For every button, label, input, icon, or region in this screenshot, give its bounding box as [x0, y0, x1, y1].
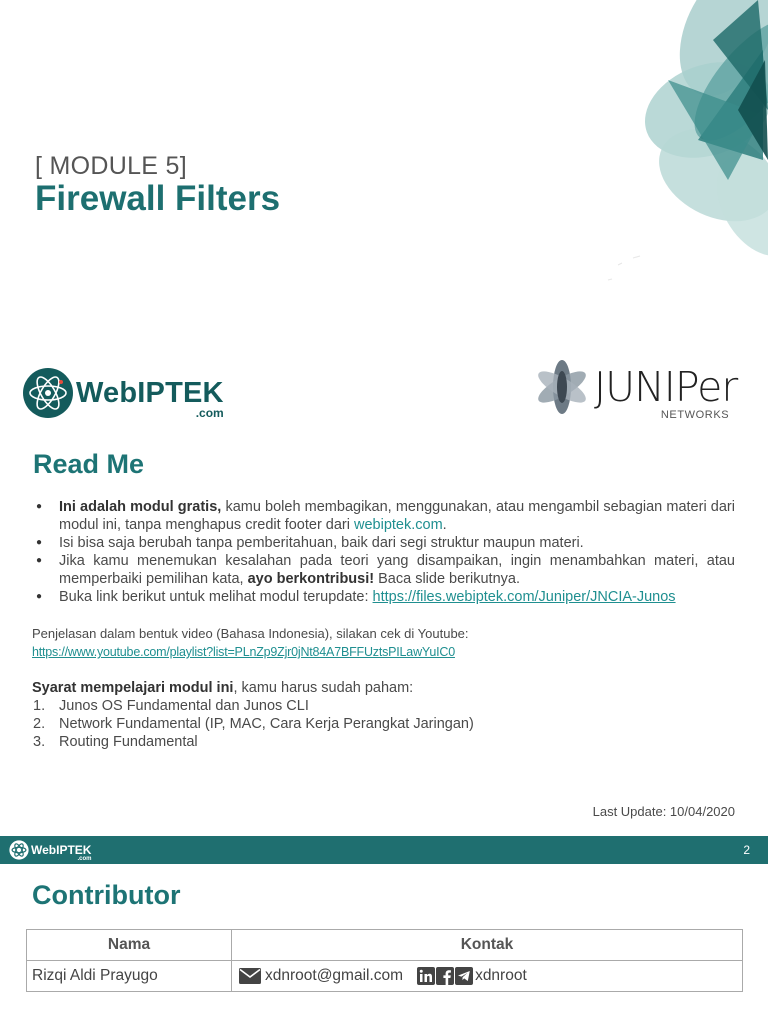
juniper-logo — [534, 357, 738, 421]
webiptek-link[interactable]: webiptek.com — [354, 517, 443, 533]
video-info — [32, 625, 469, 661]
contributor-name: Rizqi Aldi Prayugo — [27, 961, 232, 992]
envelope-icon — [239, 968, 261, 984]
atom-icon — [9, 840, 29, 860]
readme-bullets — [32, 498, 735, 606]
juniper-networks: NETWORKS — [660, 408, 730, 421]
requirements-list — [32, 697, 735, 751]
list-item: ● Buka link berikut untuk melihat modul terupdate: https://files.webiptek.com/Juniper/JNCIA-Junos — [32, 588, 735, 606]
table-header-row — [27, 930, 743, 961]
video-text: Penjelasan dalam bentuk video (Bahasa Indonesia), silakan cek di Youtube: — [32, 626, 469, 641]
last-update: Last Update: 10/04/2020 — [592, 804, 735, 819]
header-kontak: Kontak — [232, 930, 743, 961]
contributor-email[interactable]: xdnroot@gmail.com — [265, 967, 404, 984]
linkedin-icon[interactable] — [417, 967, 435, 985]
juniper-berry-icon — [534, 357, 590, 417]
slide-footer — [0, 836, 768, 864]
title-slide — [0, 0, 768, 345]
footer-com: .com — [77, 856, 92, 862]
list-item: ● Isi bisa saja berubah tanpa pemberitahuan, baik dari segi struktur maupun materi. — [32, 534, 735, 552]
contributor-title: Contributor — [32, 880, 181, 910]
footer-brand: WebIPTEK — [31, 843, 92, 857]
webiptek-logo — [22, 367, 224, 419]
readme-slide — [0, 345, 768, 864]
table-row — [27, 961, 743, 992]
atom-icon — [22, 367, 74, 419]
juniper-name: JUNIPer — [594, 362, 738, 411]
requirements-heading: Syarat mempelajari modul ini, kamu harus sudah paham: — [32, 680, 414, 696]
footer-logo — [9, 840, 91, 860]
list-item: ● Jika kamu menemukan kesalahan pada teori yang disampaikan, ingin menambahkan materi, atau memperbaiki pemilihan kata, ayo berkontribusi! Baca slide berikutnya. — [32, 552, 735, 588]
webiptek-brand: WebIPTEK — [76, 376, 224, 409]
telegram-icon[interactable] — [455, 967, 473, 985]
decorative-petals — [588, 0, 768, 320]
contributor-contact — [232, 961, 743, 992]
page-number: 2 — [743, 843, 750, 857]
contributor-table — [26, 929, 743, 992]
youtube-playlist-link[interactable]: https://www.youtube.com/playlist?list=PLnZp9Zjr0jNt84A7BFFUztsPILawYuIC0 — [32, 645, 455, 659]
module-title: Firewall Filters — [35, 179, 281, 218]
requirements-block — [32, 679, 735, 751]
list-item: ● Ini adalah modul gratis, kamu boleh membagikan, menggunakan, atau mengambil sebagian materi dari modul ini, tanpa menghapus credit footer dari webiptek.com. — [32, 498, 735, 534]
webiptek-com: .com — [195, 405, 224, 420]
module-update-link[interactable]: https://files.webiptek.com/Juniper/JNCIA-Junos — [372, 589, 676, 605]
contributor-handle: xdnroot — [475, 967, 527, 984]
facebook-icon[interactable] — [436, 967, 454, 985]
module-label: [ MODULE 5] — [35, 152, 187, 180]
readme-title: Read Me — [33, 449, 145, 479]
list-item: 3. Routing Fundamental — [33, 734, 198, 750]
list-item: 1. Junos OS Fundamental dan Junos CLI — [33, 698, 309, 714]
header-nama: Nama — [27, 930, 232, 961]
list-item: 2. Network Fundamental (IP, MAC, Cara Kerja Perangkat Jaringan) — [33, 716, 474, 732]
